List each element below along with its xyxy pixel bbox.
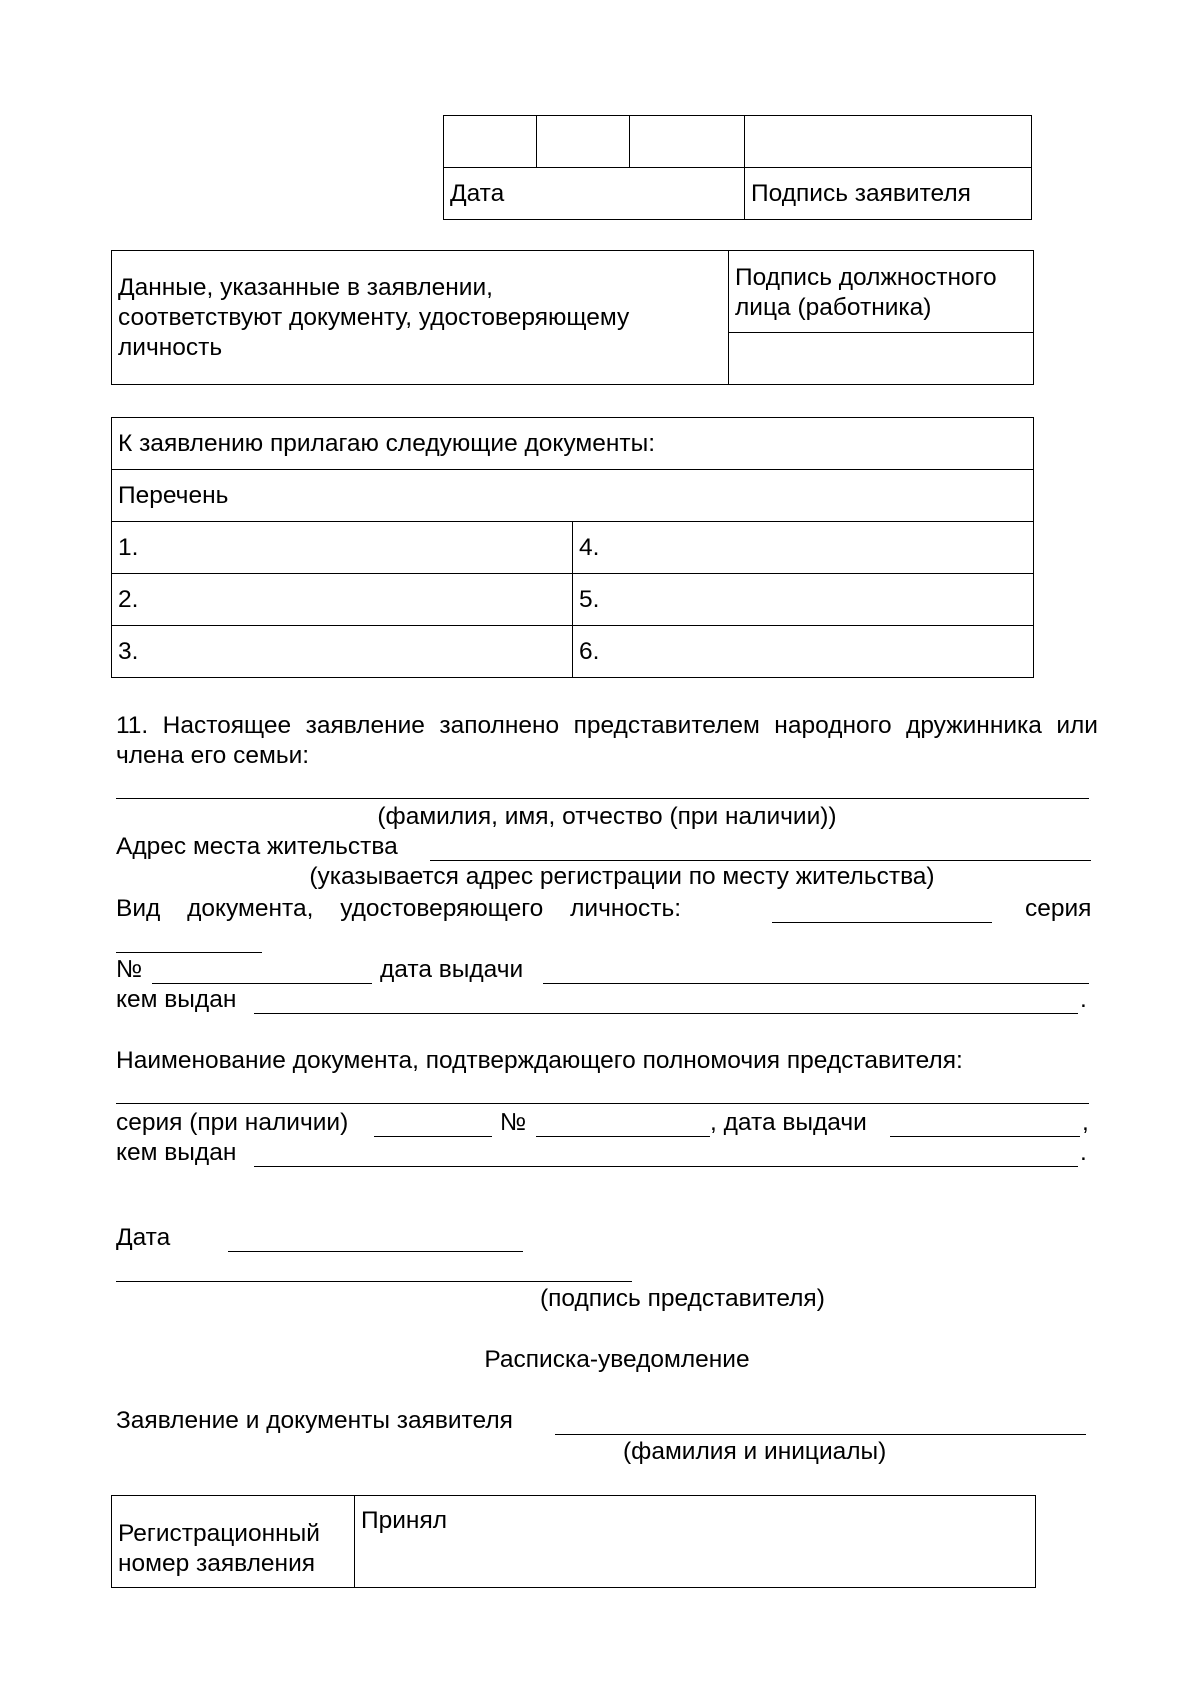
issue-date-label-2: , дата выдачи bbox=[710, 1109, 867, 1136]
attachment-item-1[interactable]: 1. bbox=[112, 522, 573, 574]
series-label: серия bbox=[1025, 895, 1092, 922]
address-label: Адрес места жительства bbox=[116, 833, 398, 860]
date-cell-1[interactable] bbox=[444, 116, 537, 168]
attachments-table bbox=[111, 417, 1034, 678]
registration-number-label: Регистрационный номер заявления bbox=[112, 1496, 355, 1588]
applicant-name-line[interactable] bbox=[555, 1434, 1086, 1435]
series-line[interactable] bbox=[116, 952, 262, 953]
number-label: № bbox=[116, 956, 143, 983]
accepted-label[interactable]: Принял bbox=[355, 1496, 1036, 1588]
series-optional-line[interactable] bbox=[374, 1136, 492, 1137]
issued-by-label: кем выдан bbox=[116, 986, 237, 1013]
date-label: Дата bbox=[444, 168, 745, 220]
issued-by-label-2: кем выдан bbox=[116, 1139, 237, 1166]
representative-signature-line[interactable] bbox=[116, 1281, 632, 1282]
issue-date-line-2[interactable] bbox=[890, 1136, 1080, 1137]
id-doc-line[interactable] bbox=[772, 922, 992, 923]
official-signature-label: Подпись должностного лица (работника) bbox=[729, 251, 1034, 333]
applicant-name-caption: (фамилия и инициалы) bbox=[623, 1438, 887, 1465]
receipt-title: Расписка-уведомление bbox=[484, 1346, 750, 1373]
representative-signature-caption: (подпись представителя) bbox=[540, 1285, 825, 1312]
attachment-item-5[interactable]: 5. bbox=[573, 574, 1034, 626]
section11-intro: 11. Настоящее заявление заполнено представителем народного дружинника или члена его семьи: bbox=[116, 712, 1098, 769]
verification-text: Данные, указанные в заявлении, соответствуют документу, удостоверяющему личность bbox=[112, 251, 729, 385]
address-line[interactable] bbox=[430, 860, 1091, 861]
number-label-2: № bbox=[500, 1109, 527, 1136]
authority-doc-line[interactable] bbox=[116, 1103, 1089, 1104]
official-signature-cell[interactable] bbox=[729, 333, 1034, 385]
section11-date-label: Дата bbox=[116, 1224, 171, 1251]
section11-date-line[interactable] bbox=[228, 1251, 523, 1252]
attachments-list-label: Перечень bbox=[112, 470, 1034, 522]
applicant-docs-label: Заявление и документы заявителя bbox=[116, 1407, 513, 1434]
attachment-item-2[interactable]: 2. bbox=[112, 574, 573, 626]
registration-table bbox=[111, 1495, 1036, 1588]
attachments-header: К заявлению прилагаю следующие документы: bbox=[112, 418, 1034, 470]
applicant-signature-cell[interactable] bbox=[745, 116, 1032, 168]
date-signature-table bbox=[443, 115, 1032, 220]
representative-fio-line[interactable] bbox=[116, 798, 1089, 799]
number-line[interactable] bbox=[152, 983, 372, 984]
issue-date-comma: , bbox=[1082, 1109, 1089, 1136]
issued-by-line-2[interactable] bbox=[254, 1166, 1078, 1167]
number-line-2[interactable] bbox=[536, 1136, 710, 1137]
series-optional-label: серия (при наличии) bbox=[116, 1109, 349, 1136]
date-cell-3[interactable] bbox=[630, 116, 745, 168]
issued-by-period: . bbox=[1080, 986, 1087, 1013]
id-doc-label: Вид документа, удостоверяющего личность: bbox=[116, 895, 682, 922]
date-cell-2[interactable] bbox=[537, 116, 630, 168]
issue-date-line[interactable] bbox=[543, 983, 1089, 984]
issued-by-period-2: . bbox=[1080, 1139, 1087, 1166]
attachment-item-4[interactable]: 4. bbox=[573, 522, 1034, 574]
issue-date-label: дата выдачи bbox=[380, 956, 524, 983]
issued-by-line[interactable] bbox=[254, 1013, 1078, 1014]
fio-caption: (фамилия, имя, отчество (при наличии)) bbox=[377, 803, 837, 830]
address-caption: (указывается адрес регистрации по месту жительства) bbox=[309, 863, 935, 890]
attachment-item-3[interactable]: 3. bbox=[112, 626, 573, 678]
authority-doc-label: Наименование документа, подтверждающего полномочия представителя: bbox=[116, 1047, 963, 1074]
applicant-signature-label: Подпись заявителя bbox=[745, 168, 1032, 220]
verification-table bbox=[111, 250, 1034, 385]
attachment-item-6[interactable]: 6. bbox=[573, 626, 1034, 678]
